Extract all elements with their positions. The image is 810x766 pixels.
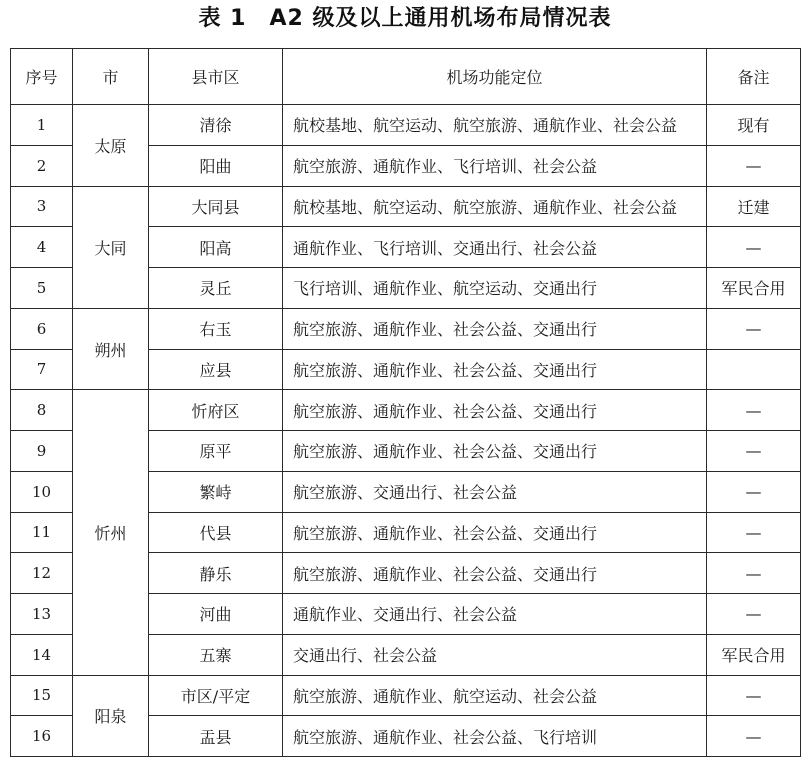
header-city: 市 [73,49,149,105]
county-cell: 右玉 [149,308,283,349]
row-number: 14 [11,634,73,675]
row-number: 4 [11,227,73,268]
county-cell: 大同县 [149,186,283,227]
county-cell: 清徐 [149,105,283,146]
note-cell: — [707,227,801,268]
row-number: 5 [11,268,73,309]
function-cell: 航空旅游、通航作业、社会公益、交通出行 [283,512,707,553]
function-cell: 航空旅游、通航作业、社会公益、交通出行 [283,390,707,431]
header-county: 县市区 [149,49,283,105]
function-cell: 航空旅游、通航作业、飞行培训、社会公益 [283,145,707,186]
function-cell: 航空旅游、通航作业、社会公益、飞行培训 [283,716,707,757]
header-row [11,49,801,105]
function-cell: 交通出行、社会公益 [283,634,707,675]
county-cell: 河曲 [149,594,283,635]
row-number: 8 [11,390,73,431]
note-cell: 军民合用 [707,634,801,675]
row-number: 11 [11,512,73,553]
table-row [11,186,801,227]
row-number: 16 [11,716,73,757]
city-cell: 阳泉 [73,675,149,757]
note-cell: — [707,675,801,716]
function-cell: 航空旅游、通航作业、社会公益、交通出行 [283,349,707,390]
city-cell: 朔州 [73,308,149,390]
note-cell: — [707,145,801,186]
header-no: 序号 [11,49,73,105]
county-cell: 盂县 [149,716,283,757]
table-body [11,105,801,757]
note-cell: 迁建 [707,186,801,227]
note-cell: — [707,716,801,757]
function-cell: 通航作业、飞行培训、交通出行、社会公益 [283,227,707,268]
function-cell: 航校基地、航空运动、航空旅游、通航作业、社会公益 [283,105,707,146]
function-cell: 航空旅游、通航作业、社会公益、交通出行 [283,553,707,594]
county-cell: 五寨 [149,634,283,675]
note-cell: — [707,471,801,512]
table-row [11,390,801,431]
row-number: 1 [11,105,73,146]
note-cell: — [707,553,801,594]
row-number: 10 [11,471,73,512]
row-number: 6 [11,308,73,349]
table-row [11,105,801,146]
note-cell: — [707,390,801,431]
function-cell: 航空旅游、通航作业、社会公益、交通出行 [283,308,707,349]
note-cell: — [707,594,801,635]
table-row [11,675,801,716]
county-cell: 繁峙 [149,471,283,512]
row-number: 13 [11,594,73,635]
table-header [11,49,801,105]
function-cell: 航空旅游、交通出行、社会公益 [283,471,707,512]
county-cell: 阳曲 [149,145,283,186]
function-cell: 航空旅游、通航作业、社会公益、交通出行 [283,431,707,472]
header-note: 备注 [707,49,801,105]
county-cell: 应县 [149,349,283,390]
city-cell: 忻州 [73,390,149,675]
table-title: 表 1 A2 级及以上通用机场布局情况表 [198,6,612,31]
county-cell: 市区/平定 [149,675,283,716]
table-row [11,308,801,349]
note-cell: — [707,512,801,553]
airport-layout-table [10,48,801,757]
note-cell [707,349,801,390]
function-cell: 通航作业、交通出行、社会公益 [283,594,707,635]
county-cell: 阳高 [149,227,283,268]
function-cell: 航空旅游、通航作业、航空运动、社会公益 [283,675,707,716]
note-cell: 军民合用 [707,268,801,309]
header-function: 机场功能定位 [283,49,707,105]
city-cell: 太原 [73,105,149,187]
county-cell: 忻府区 [149,390,283,431]
row-number: 7 [11,349,73,390]
county-cell: 代县 [149,512,283,553]
note-cell: — [707,308,801,349]
function-cell: 飞行培训、通航作业、航空运动、交通出行 [283,268,707,309]
row-number: 9 [11,431,73,472]
row-number: 3 [11,186,73,227]
county-cell: 灵丘 [149,268,283,309]
note-cell: — [707,431,801,472]
city-cell: 大同 [73,186,149,308]
county-cell: 原平 [149,431,283,472]
row-number: 15 [11,675,73,716]
function-cell: 航校基地、航空运动、航空旅游、通航作业、社会公益 [283,186,707,227]
county-cell: 静乐 [149,553,283,594]
note-cell: 现有 [707,105,801,146]
row-number: 2 [11,145,73,186]
row-number: 12 [11,553,73,594]
